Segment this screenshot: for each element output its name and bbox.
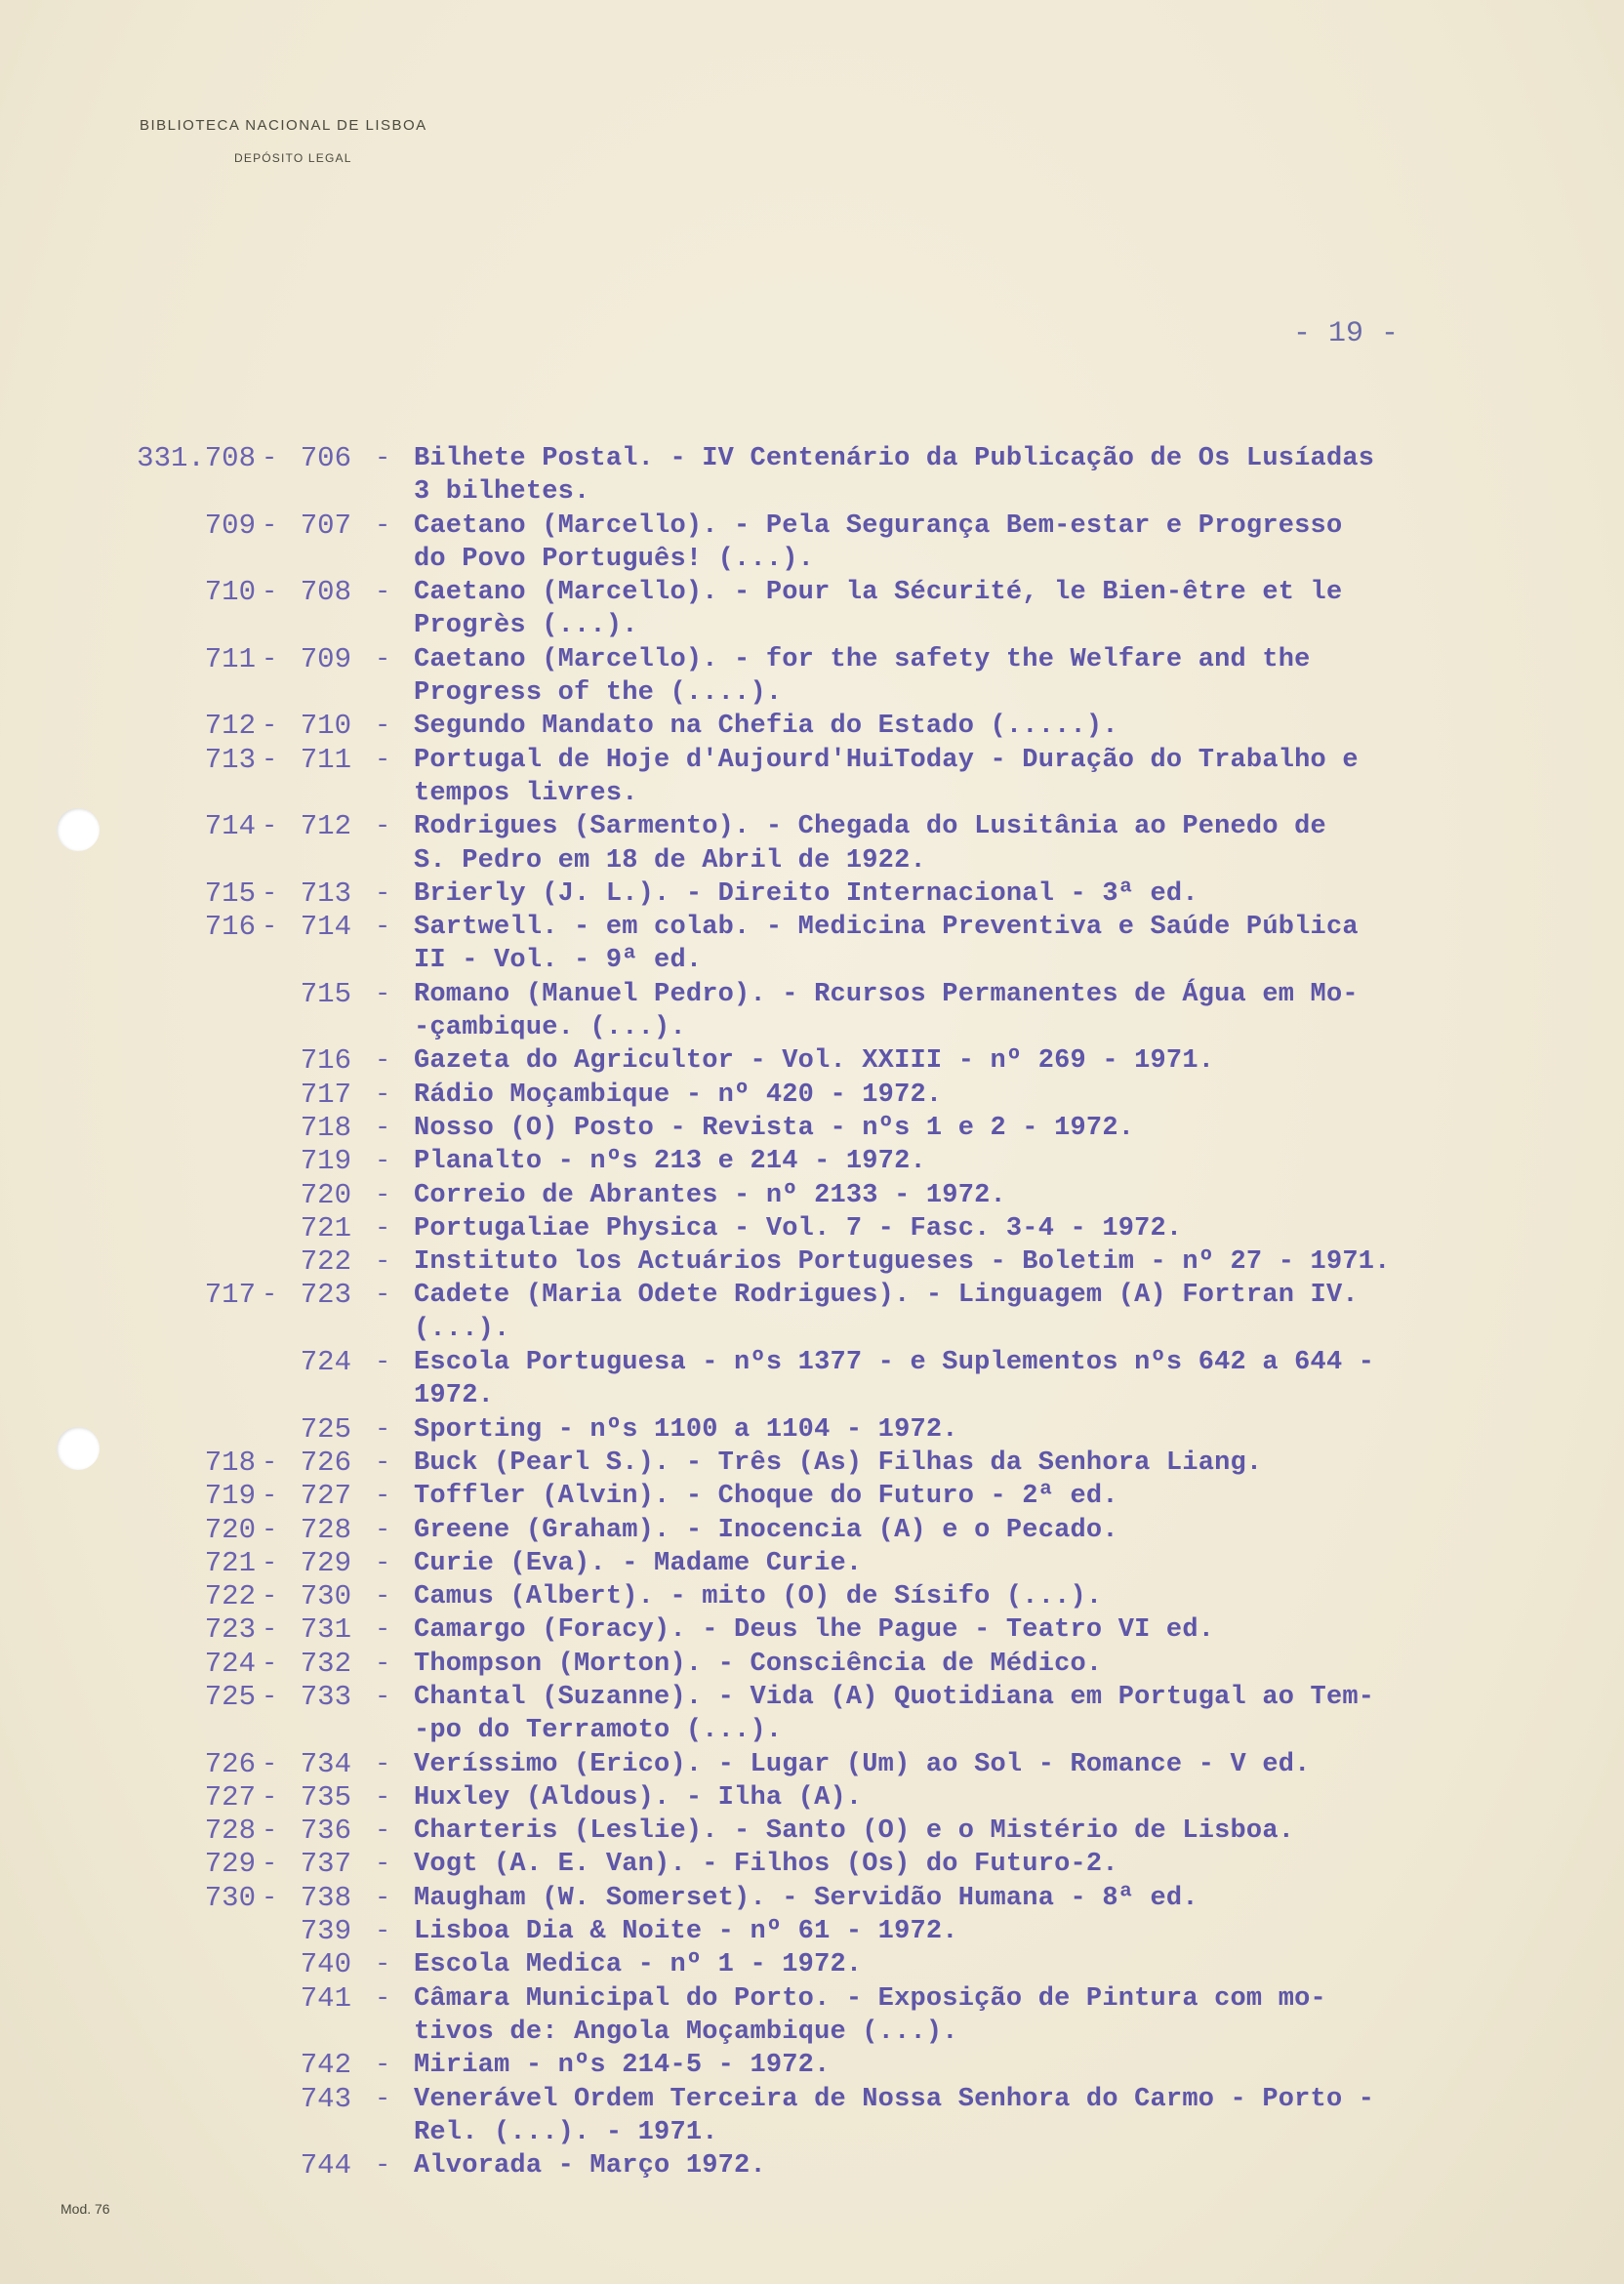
- entry-text: Sporting - nºs 1100 a 1104 - 1972.: [414, 1414, 958, 1445]
- separator-dash: -: [375, 644, 391, 674]
- separator-dash: -: [262, 1515, 278, 1545]
- entry-text: Greene (Graham). - Inocencia (A) e o Pecado.: [414, 1515, 1118, 1545]
- form-code: Mod. 76: [61, 2201, 110, 2217]
- entry-text: Nosso (O) Posto - Revista - nºs 1 e 2 - 1972.: [414, 1113, 1135, 1143]
- entry-number-secondary: 716: [300, 1044, 351, 1078]
- separator-dash: -: [262, 812, 278, 842]
- entry-number-primary: 709: [204, 509, 256, 542]
- entry-text: II - Vol. - 9ª ed.: [414, 946, 703, 976]
- register-entry-continuation: [0, 2016, 1624, 2049]
- entry-number-secondary: 735: [300, 1780, 351, 1814]
- entry-text: Rel. (...). - 1971.: [414, 2117, 718, 2147]
- separator-dash: -: [375, 510, 391, 541]
- entry-number-secondary: 715: [300, 977, 351, 1010]
- entry-text: Veríssimo (Erico). - Lugar (Um) ao Sol - Romance - V ed.: [414, 1749, 1311, 1779]
- separator-dash: -: [262, 1749, 278, 1779]
- entry-text: Escola Portuguesa - nºs 1377 - e Suplementos nºs 642 a 644 -: [414, 1348, 1375, 1378]
- separator-dash: -: [375, 578, 391, 608]
- entry-number-primary: 710: [204, 576, 256, 609]
- entry-text: Rodrigues (Sarmento). - Chegada do Lusitânia ao Penedo de: [414, 812, 1326, 842]
- separator-dash: -: [375, 712, 391, 742]
- separator-dash: -: [262, 644, 278, 674]
- separator-dash: -: [375, 1348, 391, 1378]
- entry-number-secondary: 722: [300, 1245, 351, 1279]
- register-entry-continuation: [0, 777, 1624, 810]
- entry-text: -çambique. (...).: [414, 1013, 686, 1043]
- entry-text: Segundo Mandato na Chefia do Estado (.....).: [414, 712, 1118, 742]
- entry-number-secondary: 709: [300, 642, 351, 675]
- entry-number-secondary: 708: [300, 576, 351, 609]
- entry-number-secondary: 721: [300, 1211, 351, 1244]
- register-entry-continuation: [0, 1011, 1624, 1044]
- separator-dash: -: [262, 444, 278, 473]
- separator-dash: -: [375, 1749, 391, 1779]
- register-entry: [0, 1580, 1624, 1613]
- entry-number-primary: 728: [204, 1815, 256, 1848]
- separator-dash: -: [375, 2151, 391, 2182]
- entry-number-secondary: 737: [300, 1848, 351, 1881]
- separator-dash: -: [375, 1414, 391, 1445]
- entry-text: Brierly (J. L.). - Direito Internacional - 3ª ed.: [414, 878, 1198, 909]
- entry-number-secondary: 740: [300, 1948, 351, 1981]
- entry-number-secondary: 712: [300, 810, 351, 843]
- separator-dash: -: [375, 1682, 391, 1712]
- entry-text: Thompson (Morton). - Consciência de Médico.: [414, 1649, 1103, 1679]
- register-entry: [0, 1514, 1624, 1547]
- entry-number-secondary: 728: [300, 1513, 351, 1546]
- separator-dash: -: [262, 1816, 278, 1847]
- entry-text: Instituto los Actuários Portugueses - Boletim - nº 27 - 1971.: [414, 1247, 1391, 1278]
- institution-header: BIBLIOTECA NACIONAL DE LISBOA: [140, 117, 427, 134]
- entry-number-secondary: 710: [300, 710, 351, 743]
- separator-dash: -: [262, 1582, 278, 1612]
- register-entry-continuation: [0, 609, 1624, 642]
- register-entry: [0, 1112, 1624, 1145]
- separator-dash: -: [262, 1883, 278, 1913]
- separator-dash: -: [375, 1582, 391, 1612]
- separator-dash: -: [262, 578, 278, 608]
- entry-number-primary: 716: [204, 911, 256, 944]
- entry-number-secondary: 723: [300, 1279, 351, 1312]
- separator-dash: -: [375, 745, 391, 775]
- register-entry: [0, 810, 1624, 843]
- separator-dash: -: [375, 2051, 391, 2081]
- entry-text: Rádio Moçambique - nº 420 - 1972.: [414, 1080, 943, 1110]
- separator-dash: -: [375, 913, 391, 943]
- entry-number-secondary: 718: [300, 1111, 351, 1144]
- entry-text: Alvorada - Março 1972.: [414, 2151, 766, 2182]
- register-entry: [0, 710, 1624, 743]
- entry-text: Cadete (Maria Odete Rodrigues). - Linguagem (A) Fortran IV.: [414, 1281, 1359, 1311]
- entry-number-primary: 730: [204, 1881, 256, 1914]
- entry-text: Progress of the (....).: [414, 678, 783, 709]
- separator-dash: -: [262, 1281, 278, 1311]
- entry-number-primary: 714: [204, 810, 256, 843]
- separator-dash: -: [262, 878, 278, 909]
- separator-dash: -: [262, 1850, 278, 1880]
- entry-number-secondary: 711: [300, 743, 351, 776]
- register-entry: [0, 2083, 1624, 2116]
- entry-number-secondary: 731: [300, 1613, 351, 1647]
- separator-dash: -: [375, 444, 391, 473]
- register-entry: [0, 1848, 1624, 1881]
- entry-text: -po do Terramoto (...).: [414, 1716, 783, 1746]
- entry-text: Caetano (Marcello). - Pela Segurança Bem-estar e Progresso: [414, 510, 1343, 541]
- entry-number-secondary: 744: [300, 2149, 351, 2182]
- register-entry: [0, 1179, 1624, 1212]
- register-entry: [0, 1613, 1624, 1647]
- register-entry: [0, 1413, 1624, 1447]
- entry-number-primary: 712: [204, 710, 256, 743]
- entry-number-primary: 726: [204, 1747, 256, 1780]
- separator-dash: -: [262, 745, 278, 775]
- separator-dash: -: [262, 1682, 278, 1712]
- register-entry: [0, 744, 1624, 777]
- separator-dash: -: [262, 510, 278, 541]
- entry-number-secondary: 739: [300, 1915, 351, 1948]
- separator-dash: -: [375, 1482, 391, 1512]
- register-entry: [0, 911, 1624, 944]
- register-entry: [0, 1982, 1624, 2016]
- entry-number-secondary: 742: [300, 2049, 351, 2082]
- entry-text: Romano (Manuel Pedro). - Rcursos Permanentes de Água em Mo-: [414, 979, 1359, 1009]
- entry-number-primary: 722: [204, 1580, 256, 1613]
- register-entry: [0, 643, 1624, 676]
- register-entry: [0, 1748, 1624, 1781]
- entry-number-secondary: 707: [300, 509, 351, 542]
- entry-text: Camargo (Foracy). - Deus lhe Pague - Teatro VI ed.: [414, 1615, 1215, 1646]
- separator-dash: -: [375, 1515, 391, 1545]
- register-entry: [0, 1044, 1624, 1078]
- entry-text: Correio de Abrantes - nº 2133 - 1972.: [414, 1180, 1006, 1210]
- separator-dash: -: [262, 1482, 278, 1512]
- entry-text: tivos de: Angola Moçambique (...).: [414, 2017, 958, 2047]
- register-entries: [0, 442, 1624, 2182]
- entry-text: Gazeta do Agricultor - Vol. XXIII - nº 269 - 1971.: [414, 1046, 1215, 1077]
- register-entry: [0, 1079, 1624, 1112]
- entry-text: Buck (Pearl S.). - Três (As) Filhas da Senhora Liang.: [414, 1448, 1263, 1478]
- register-entry: [0, 1346, 1624, 1379]
- entry-text: Escola Medica - nº 1 - 1972.: [414, 1950, 863, 1980]
- separator-dash: -: [375, 1850, 391, 1880]
- entry-number-primary: 723: [204, 1613, 256, 1647]
- register-entry: [0, 1447, 1624, 1480]
- separator-dash: -: [375, 979, 391, 1009]
- page-number: - 19 -: [1293, 317, 1400, 350]
- separator-dash: -: [375, 1046, 391, 1077]
- entry-number-primary: 724: [204, 1647, 256, 1680]
- register-entry: [0, 442, 1624, 475]
- entry-text: Miriam - nºs 214-5 - 1972.: [414, 2051, 831, 2081]
- department-subheader: DEPÓSITO LEGAL: [234, 151, 352, 165]
- register-entry-continuation: [0, 844, 1624, 877]
- entry-number-secondary: 719: [300, 1145, 351, 1178]
- entry-number-primary: 711: [204, 642, 256, 675]
- entry-text: Planalto - nºs 213 e 214 - 1972.: [414, 1147, 926, 1177]
- register-entry: [0, 1781, 1624, 1815]
- entry-text: Câmara Municipal do Porto. - Exposição de Pintura com mo-: [414, 1983, 1326, 2014]
- entry-number-secondary: 738: [300, 1881, 351, 1914]
- register-entry: [0, 2149, 1624, 2182]
- entry-text: Caetano (Marcello). - for the safety the Welfare and the: [414, 644, 1311, 674]
- separator-dash: -: [375, 2084, 391, 2114]
- register-entry: [0, 1815, 1624, 1848]
- entry-text: Maugham (W. Somerset). - Servidão Humana - 8ª ed.: [414, 1883, 1198, 1913]
- register-entry: [0, 576, 1624, 609]
- entry-text: Venerável Ordem Terceira de Nossa Senhora do Carmo - Porto -: [414, 2084, 1375, 2114]
- separator-dash: -: [375, 1883, 391, 1913]
- separator-dash: -: [375, 1213, 391, 1244]
- entry-text: 3 bilhetes.: [414, 477, 590, 508]
- register-entry: [0, 1948, 1624, 1981]
- register-entry: [0, 1212, 1624, 1245]
- entry-text: Lisboa Dia & Noite - nº 61 - 1972.: [414, 1917, 958, 1947]
- entry-text: Portugaliae Physica - Vol. 7 - Fasc. 3-4 - 1972.: [414, 1213, 1183, 1244]
- entry-number-secondary: 743: [300, 2082, 351, 2115]
- separator-dash: -: [375, 1782, 391, 1813]
- entry-number-secondary: 729: [300, 1546, 351, 1579]
- entry-text: Charteris (Leslie). - Santo (O) e o Mistério de Lisboa.: [414, 1816, 1295, 1847]
- separator-dash: -: [375, 1816, 391, 1847]
- separator-dash: -: [262, 1448, 278, 1478]
- entry-text: Toffler (Alvin). - Choque do Futuro - 2ª ed.: [414, 1482, 1118, 1512]
- entry-number-primary: 721: [204, 1546, 256, 1579]
- entry-number-secondary: 736: [300, 1815, 351, 1848]
- entry-text: Huxley (Aldous). - Ilha (A).: [414, 1782, 863, 1813]
- separator-dash: -: [375, 1548, 391, 1578]
- separator-dash: -: [375, 1448, 391, 1478]
- entry-text: Progrès (...).: [414, 611, 638, 641]
- register-entry-continuation: [0, 676, 1624, 710]
- entry-text: Chantal (Suzanne). - Vida (A) Quotidiana em Portugal ao Tem-: [414, 1682, 1375, 1712]
- entry-number-primary: 717: [204, 1279, 256, 1312]
- entry-text: (...).: [414, 1314, 510, 1344]
- register-entry-continuation: [0, 475, 1624, 509]
- entry-number-primary: 718: [204, 1446, 256, 1479]
- register-entry: [0, 1882, 1624, 1915]
- register-entry: [0, 510, 1624, 543]
- entry-number-secondary: 730: [300, 1580, 351, 1613]
- separator-dash: -: [262, 1649, 278, 1679]
- entry-number-secondary: 741: [300, 1981, 351, 2015]
- separator-dash: -: [375, 1113, 391, 1143]
- entry-number-primary: 719: [204, 1480, 256, 1513]
- register-entry: [0, 877, 1624, 911]
- register-entry: [0, 1547, 1624, 1580]
- separator-dash: -: [375, 1950, 391, 1980]
- separator-dash: -: [375, 1247, 391, 1278]
- register-entry: [0, 1915, 1624, 1948]
- register-entry: [0, 1145, 1624, 1178]
- entry-text: Curie (Eva). - Madame Curie.: [414, 1548, 863, 1578]
- separator-dash: -: [375, 1983, 391, 2014]
- register-entry-continuation: [0, 944, 1624, 977]
- register-entry: [0, 1648, 1624, 1681]
- separator-dash: -: [375, 1917, 391, 1947]
- entry-number-secondary: 734: [300, 1747, 351, 1780]
- separator-dash: -: [262, 1782, 278, 1813]
- entry-number-secondary: 727: [300, 1480, 351, 1513]
- separator-dash: -: [375, 812, 391, 842]
- register-entry: [0, 1279, 1624, 1312]
- entry-number-primary: 720: [204, 1513, 256, 1546]
- entry-number-primary: 331.708: [137, 442, 256, 474]
- register-entry-continuation: [0, 1313, 1624, 1346]
- separator-dash: -: [262, 1615, 278, 1646]
- entry-text: Camus (Albert). - mito (O) de Sísifo (...).: [414, 1582, 1103, 1612]
- separator-dash: -: [375, 878, 391, 909]
- entry-number-primary: 715: [204, 877, 256, 910]
- register-entry-continuation: [0, 543, 1624, 576]
- register-entry: [0, 1681, 1624, 1714]
- entry-number-secondary: 726: [300, 1446, 351, 1479]
- entry-number-primary: 729: [204, 1848, 256, 1881]
- register-entry: [0, 2049, 1624, 2082]
- entry-number-secondary: 725: [300, 1412, 351, 1446]
- separator-dash: -: [262, 1548, 278, 1578]
- register-entry-continuation: [0, 2116, 1624, 2149]
- separator-dash: -: [375, 1649, 391, 1679]
- separator-dash: -: [375, 1147, 391, 1177]
- separator-dash: -: [375, 1615, 391, 1646]
- entry-number-secondary: 724: [300, 1346, 351, 1379]
- separator-dash: -: [375, 1180, 391, 1210]
- register-entry: [0, 1480, 1624, 1513]
- entry-text: tempos livres.: [414, 778, 638, 808]
- separator-dash: -: [375, 1281, 391, 1311]
- register-entry: [0, 1245, 1624, 1279]
- entry-text: do Povo Português! (...).: [414, 544, 815, 574]
- register-entry: [0, 978, 1624, 1011]
- entry-number-secondary: 733: [300, 1680, 351, 1713]
- entry-number-secondary: 714: [300, 911, 351, 944]
- entry-text: 1972.: [414, 1381, 495, 1411]
- entry-number-secondary: 717: [300, 1078, 351, 1111]
- entry-text: Portugal de Hoje d'Aujourd'HuiToday - Duração do Trabalho e: [414, 745, 1359, 775]
- entry-text: S. Pedro em 18 de Abril de 1922.: [414, 845, 926, 876]
- entry-number-secondary: 732: [300, 1647, 351, 1680]
- entry-text: Sartwell. - em colab. - Medicina Preventiva e Saúde Pública: [414, 913, 1359, 943]
- entry-number-secondary: 720: [300, 1178, 351, 1211]
- entry-number-secondary: 706: [300, 442, 351, 474]
- register-entry-continuation: [0, 1379, 1624, 1412]
- entry-number-primary: 713: [204, 743, 256, 776]
- register-entry-continuation: [0, 1714, 1624, 1747]
- entry-number-secondary: 713: [300, 877, 351, 910]
- separator-dash: -: [262, 913, 278, 943]
- entry-text: Vogt (A. E. Van). - Filhos (Os) do Futuro-2.: [414, 1850, 1118, 1880]
- entry-text: Caetano (Marcello). - Pour la Sécurité, le Bien-être et le: [414, 578, 1343, 608]
- separator-dash: -: [375, 1080, 391, 1110]
- separator-dash: -: [262, 712, 278, 742]
- entry-number-primary: 725: [204, 1680, 256, 1713]
- entry-text: Bilhete Postal. - IV Centenário da Publicação de Os Lusíadas: [414, 444, 1375, 473]
- entry-number-primary: 727: [204, 1780, 256, 1814]
